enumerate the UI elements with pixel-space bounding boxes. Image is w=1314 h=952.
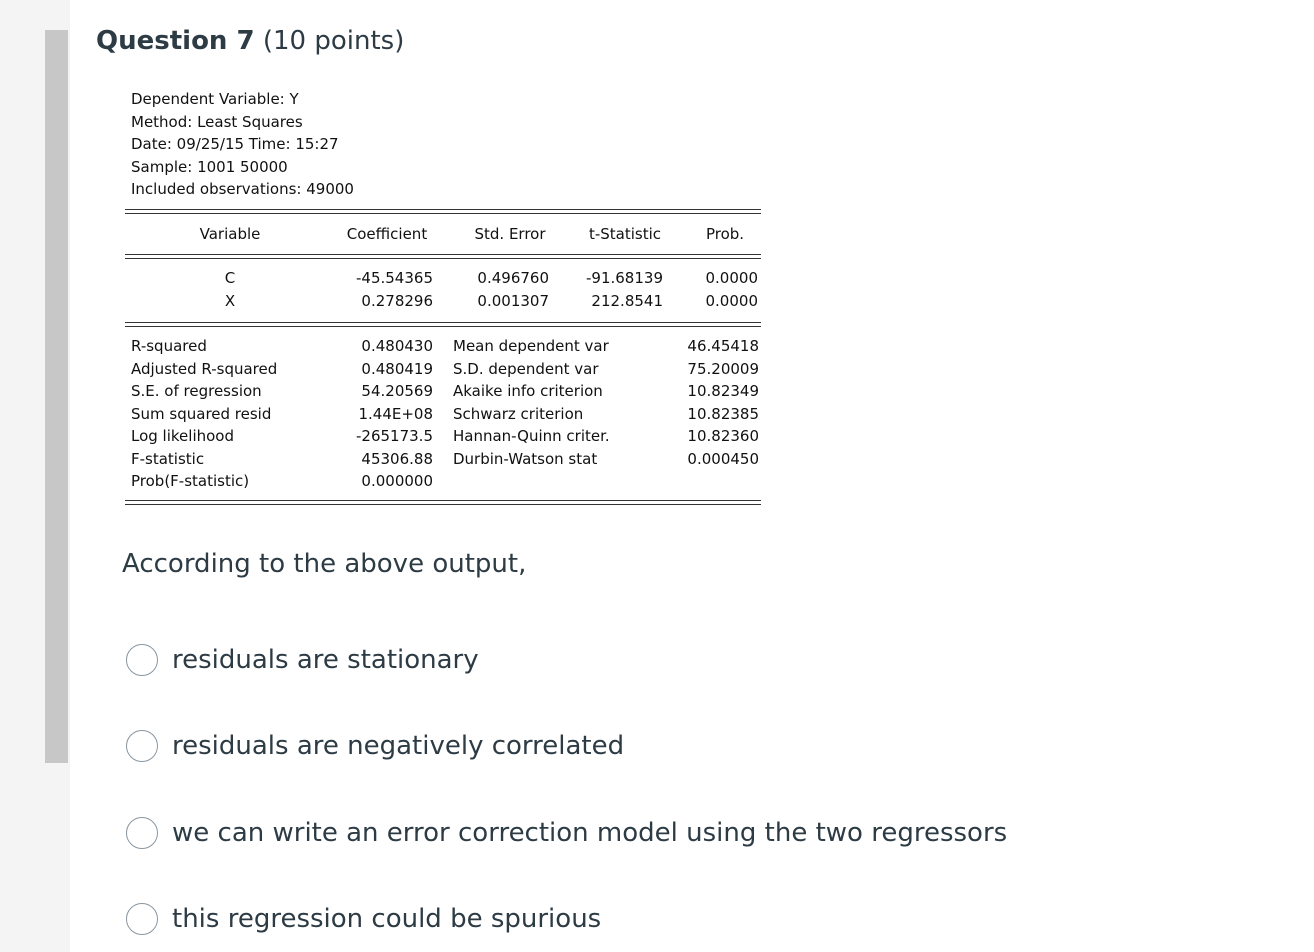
- coef-prob: 0.0000: [705, 269, 758, 287]
- column-header: Coefficient: [346, 225, 428, 243]
- question-points: (10 points): [262, 26, 405, 56]
- coef-t-statistic: -91.68139: [586, 269, 663, 287]
- stat-value: 0.480430: [361, 337, 433, 355]
- stat-value: 0.480419: [361, 359, 433, 378]
- stat-label: Sum squared resid: [131, 404, 272, 423]
- coef-variable: X: [224, 292, 236, 310]
- question-marker-bar: [45, 30, 68, 763]
- column-header: Prob.: [705, 225, 745, 243]
- stat-value: 45306.88: [361, 449, 433, 468]
- answer-option-label[interactable]: we can write an error correction model using the two regressors: [172, 818, 1008, 848]
- coef-std-error: 0.001307: [477, 292, 549, 310]
- column-header: t-Statistic: [588, 225, 662, 243]
- coef-value: -45.54365: [356, 269, 433, 287]
- stat-label: Akaike info criterion: [453, 382, 603, 400]
- stat-label: S.D. dependent var: [453, 359, 599, 378]
- stat-label: Hannan-Quinn criter.: [453, 427, 610, 445]
- stat-value: 46.45418: [687, 337, 759, 355]
- stat-label: Mean dependent var: [453, 337, 609, 355]
- radio-button[interactable]: [126, 817, 158, 849]
- question-prompt: According to the above output,: [122, 549, 527, 579]
- table-rule-top: [125, 209, 761, 214]
- stat-label: Prob(F-statistic): [131, 472, 250, 490]
- stat-value: 1.44E+08: [358, 404, 433, 423]
- answer-option[interactable]: [126, 816, 1007, 850]
- coef-prob: 0.0000: [705, 292, 758, 310]
- answer-option-label[interactable]: residuals are negatively correlated: [172, 731, 625, 761]
- radio-button[interactable]: [126, 730, 158, 762]
- coef-variable: C: [224, 269, 236, 287]
- stat-value: -265173.5: [356, 427, 433, 445]
- stat-label: S.E. of regression: [131, 382, 262, 400]
- stat-value: 10.82349: [687, 382, 759, 400]
- stat-label: R-squared: [131, 337, 207, 355]
- stat-value: 10.82385: [687, 404, 759, 423]
- answer-option-label[interactable]: this regression could be spurious: [172, 904, 602, 934]
- stat-value: 10.82360: [687, 427, 759, 445]
- stat-value: 75.20009: [687, 359, 759, 378]
- answer-option[interactable]: [126, 729, 624, 763]
- output-header-line: Date: 09/25/15 Time: 15:27: [131, 135, 339, 153]
- answer-option[interactable]: [126, 902, 601, 936]
- coef-std-error: 0.496760: [477, 269, 549, 287]
- coef-t-statistic: 212.8541: [591, 292, 663, 310]
- stat-label: F-statistic: [131, 449, 205, 468]
- table-rule: [125, 254, 761, 259]
- stat-value: 54.20569: [361, 382, 433, 400]
- table-rule: [125, 322, 761, 327]
- output-header-line: Dependent Variable: Y: [131, 90, 299, 108]
- question-header: [96, 26, 404, 56]
- question-name: Question 7: [96, 26, 255, 56]
- regression-output-image: [125, 88, 765, 513]
- stat-value: 0.000450: [687, 449, 759, 468]
- answer-option-label[interactable]: residuals are stationary: [172, 645, 479, 675]
- stat-label: Adjusted R-squared: [131, 359, 278, 378]
- column-header: Std. Error: [474, 225, 546, 243]
- output-header-line: Sample: 1001 50000: [131, 157, 288, 176]
- output-header-line: Method: Least Squares: [131, 112, 303, 131]
- stat-value: 0.000000: [361, 472, 433, 490]
- stat-label: Schwarz criterion: [453, 404, 584, 423]
- column-header: Variable: [199, 225, 261, 243]
- coef-value: 0.278296: [361, 292, 433, 310]
- stat-label: Durbin-Watson stat: [453, 449, 598, 468]
- radio-button[interactable]: [126, 903, 158, 935]
- radio-button[interactable]: [126, 644, 158, 676]
- answer-option[interactable]: [126, 643, 479, 677]
- table-rule-bottom: [125, 500, 761, 505]
- stat-label: Log likelihood: [131, 427, 234, 445]
- output-header-line: Included observations: 49000: [131, 180, 354, 198]
